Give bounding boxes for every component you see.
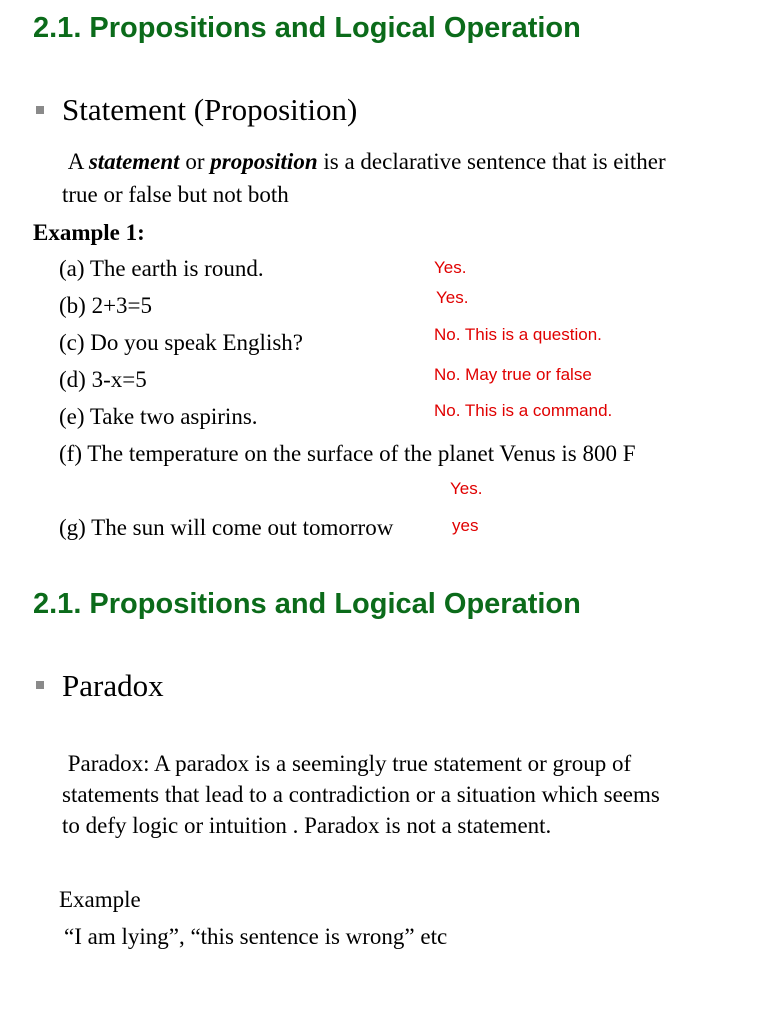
list-item: (c) Do you speak English? (59, 330, 303, 355)
answer-label: Yes. (434, 258, 467, 277)
paradox-paragraph (62, 748, 752, 841)
definition-text (62, 145, 666, 211)
example-text: “I am lying”, “this sentence is wrong” etc (64, 924, 448, 949)
answer-label: No. May true or false (434, 365, 592, 384)
list-item: (f) The temperature on the surface of the planet Venus is 800 F (59, 441, 636, 466)
example-label: Example (59, 887, 141, 912)
answer-label: Yes. (436, 288, 469, 307)
definition-mid: or (179, 149, 211, 174)
answer-label: No. This is a command. (434, 401, 613, 420)
list-item: (g) The sun will come out tomorrow (59, 515, 394, 540)
definition-suffix: is a declarative sentence that is either (317, 149, 666, 174)
slide1-heading: 2.1. Propositions and Logical Operation (33, 12, 581, 44)
definition-line2: true or false but not both (62, 182, 289, 207)
answer-label: No. This is a question. (434, 325, 602, 344)
term-proposition: proposition (210, 149, 318, 174)
list-item: (b) 2+3=5 (59, 293, 153, 318)
slide2-bullet-title: Paradox (62, 668, 164, 703)
answer-label: Yes. (450, 479, 483, 498)
square-bullet-icon (36, 681, 44, 689)
answer-label: yes (452, 516, 479, 535)
paragraph-line: statements that lead to a contradiction or a situation which seems (62, 782, 660, 807)
slide2-heading: 2.1. Propositions and Logical Operation (33, 588, 581, 620)
square-bullet-icon (36, 106, 44, 114)
list-item: (e) Take two aspirins. (59, 404, 258, 429)
slide1-bullet-title: Statement (Proposition) (62, 92, 358, 127)
paragraph-line: Paradox: A paradox is a seemingly true statement or group of (67, 751, 632, 776)
definition-prefix: A (67, 149, 89, 174)
paragraph-line: to defy logic or intuition . Paradox is not a statement. (62, 813, 552, 838)
term-statement: statement (88, 149, 180, 174)
list-item: (d) 3-x=5 (59, 367, 147, 392)
example1-label: Example 1: (33, 220, 145, 245)
list-item: (a) The earth is round. (59, 256, 264, 281)
